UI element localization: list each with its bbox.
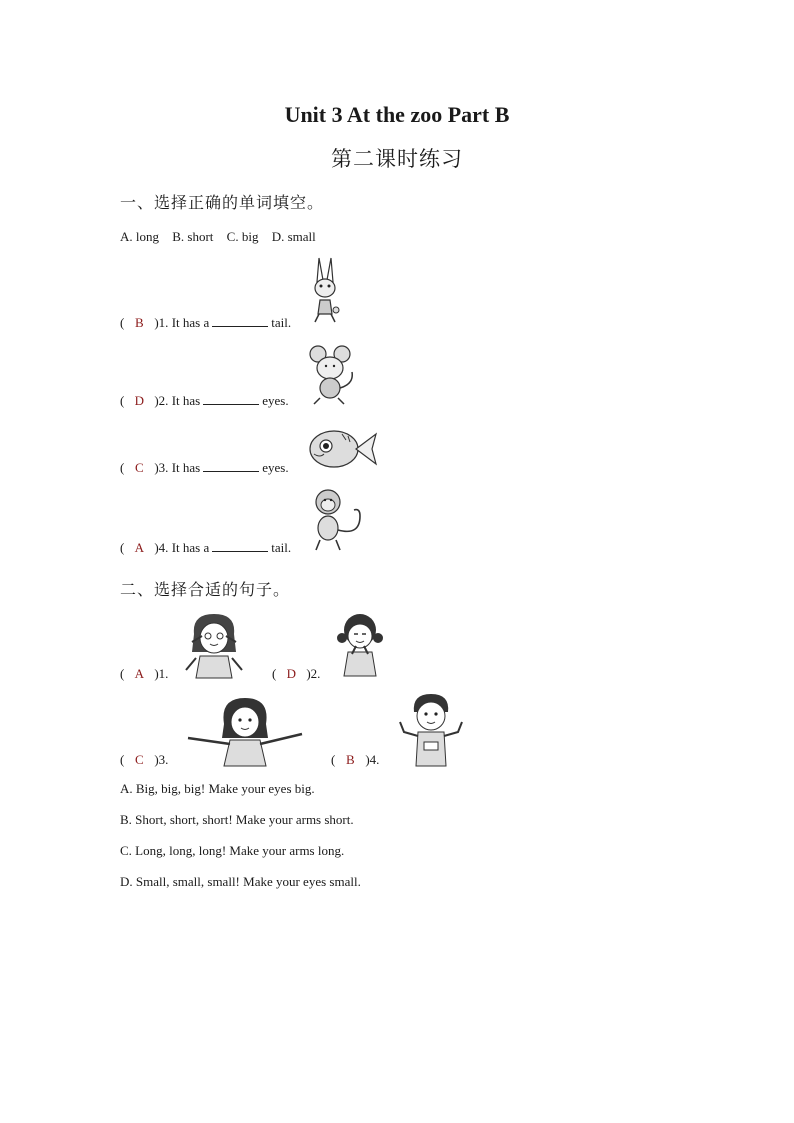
answer: A: [134, 666, 145, 681]
option-a: A. long: [120, 229, 159, 244]
option-d: D. small: [271, 229, 316, 244]
answer: A: [134, 540, 145, 555]
boy-short-arms-icon: [396, 692, 466, 768]
mouse-icon: [308, 344, 358, 406]
page-title: Unit 3 At the zoo Part B: [284, 102, 510, 127]
answer: B: [135, 315, 144, 330]
section-2-question-4: ( B )4.: [331, 752, 380, 767]
answer: C: [135, 460, 144, 475]
sentence-b: B. Short, short, short! Make your arms short.: [120, 812, 354, 827]
sentence-c: C. Long, long, long! Make your arms long.: [120, 843, 345, 858]
section-2-question-3: ( C )3.: [120, 752, 169, 767]
answer: D: [134, 393, 145, 408]
section-2-question-1: ( A )1.: [120, 666, 169, 681]
girl-small-eyes-icon: [336, 612, 384, 678]
option-c: C. big: [226, 229, 259, 244]
answer-blank[interactable]: [212, 541, 268, 552]
answer-blank[interactable]: [212, 316, 268, 327]
page-subtitle: 第二课时练习: [331, 147, 463, 171]
word-options: [120, 229, 326, 245]
option-b: B. short: [172, 229, 214, 244]
section-2-title: 二、选择合适的句子。: [120, 580, 291, 599]
sentence-a: A. Big, big, big! Make your eyes big.: [120, 781, 315, 796]
section-1-question-2: ( D )2. It has eyes.: [120, 393, 289, 408]
answer-blank[interactable]: [203, 461, 259, 472]
fish-icon: [306, 424, 378, 474]
girl-long-arms-icon: [184, 694, 306, 768]
answer: B: [346, 752, 355, 767]
sentence-d: D. Small, small, small! Make your eyes small.: [120, 874, 361, 889]
answer: D: [286, 666, 297, 681]
section-1-question-4: ( A )4. It has a tail.: [120, 540, 292, 555]
section-1-question-1: ( B )1. It has a tail.: [120, 315, 292, 330]
section-1-question-3: ( C )3. It has eyes.: [120, 460, 289, 475]
section-1-title: 一、选择正确的单词填空。: [120, 193, 325, 212]
rabbit-icon: [305, 256, 345, 326]
section-2-question-2: ( D )2.: [272, 666, 321, 681]
answer-blank[interactable]: [203, 394, 259, 405]
answer: C: [135, 752, 144, 767]
girl-big-eyes-icon: [182, 612, 248, 680]
monkey-icon: [308, 486, 368, 554]
